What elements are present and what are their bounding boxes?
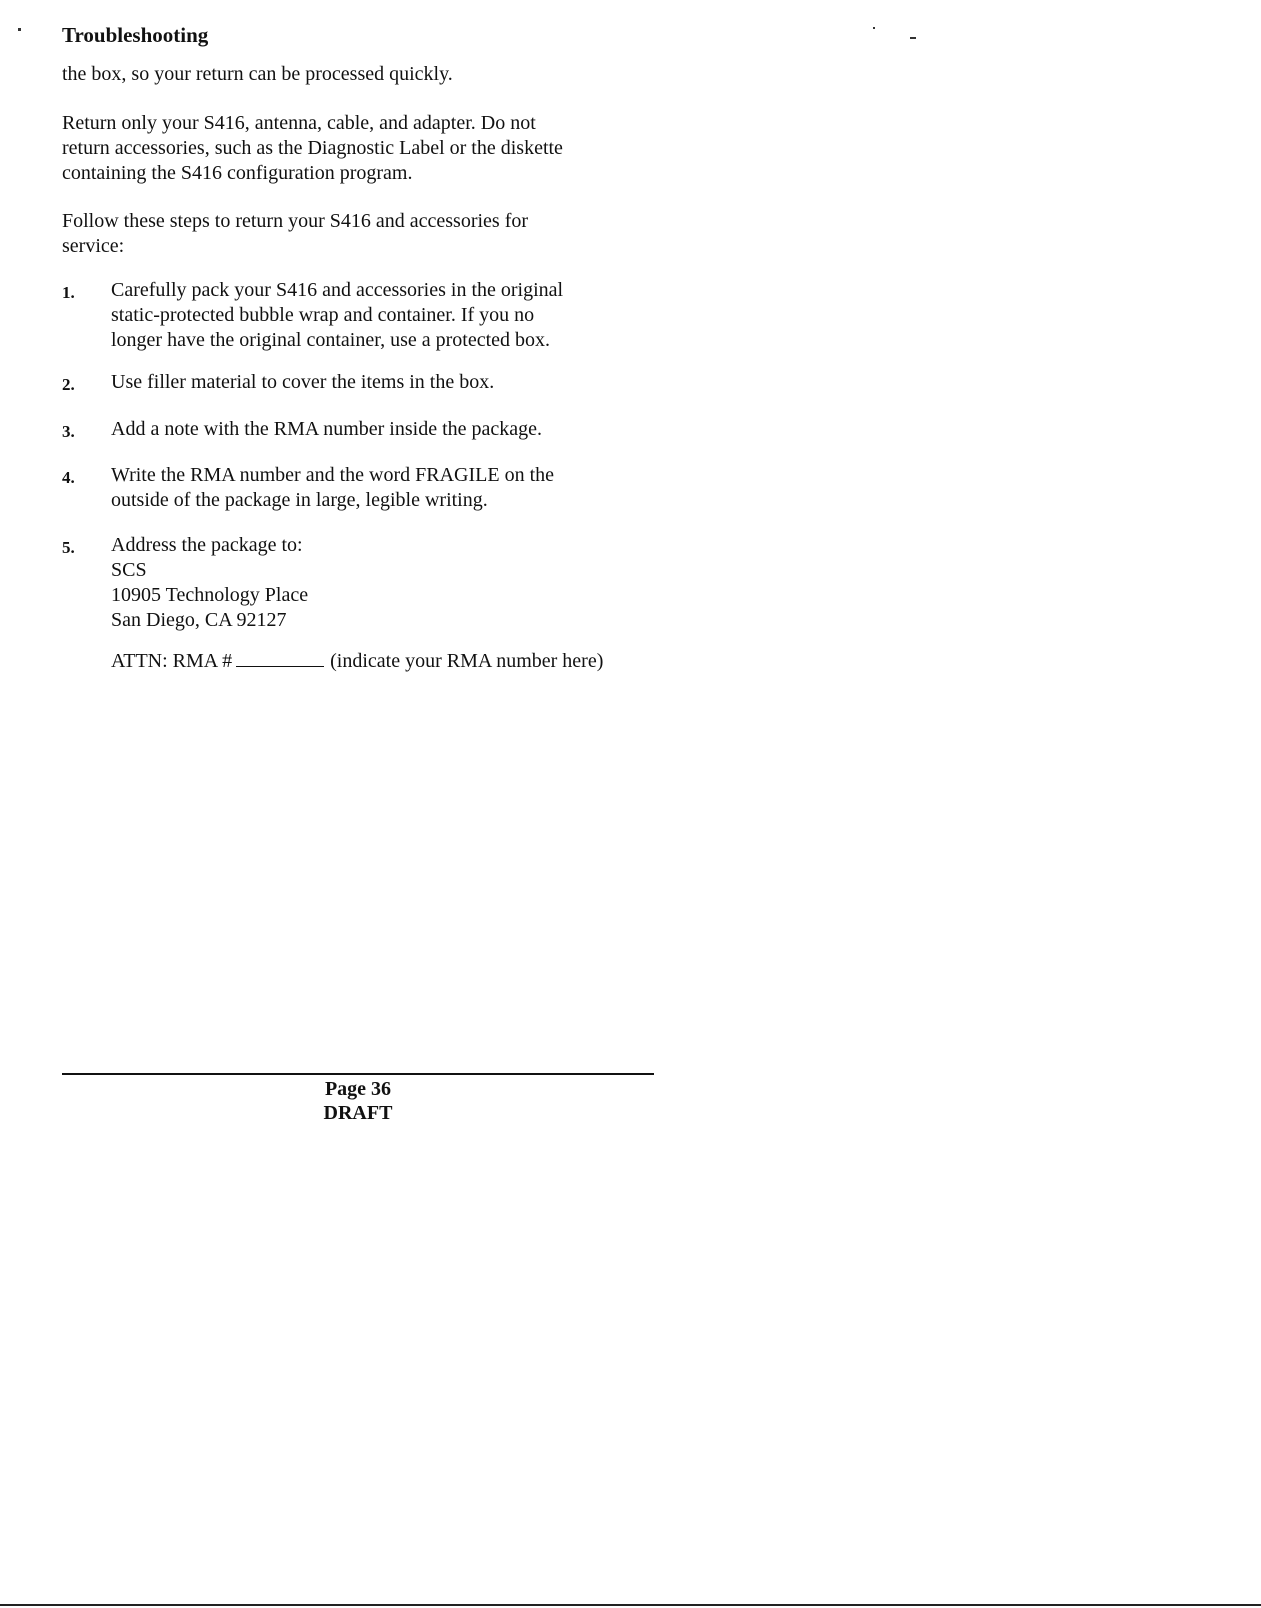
paragraph-line: Return only your S416, antenna, cable, and adapter. Do not xyxy=(62,112,536,134)
page-number: Page 36 xyxy=(324,1078,392,1100)
section-header: Troubleshooting xyxy=(62,23,209,47)
list-number: 3. xyxy=(62,422,75,441)
attn-suffix: (indicate your RMA number here) xyxy=(330,650,604,672)
list-text xyxy=(111,417,701,442)
list-line: Write the RMA number and the word FRAGILE on the xyxy=(111,464,555,486)
address-city: San Diego, CA 92127 xyxy=(111,609,287,631)
address-street: 10905 Technology Place xyxy=(111,584,309,606)
draft-label: DRAFT xyxy=(323,1102,393,1124)
list-line: Use filler material to cover the items in the box. xyxy=(111,371,495,393)
scan-speck xyxy=(910,37,916,39)
paragraph-line: containing the S416 configuration program. xyxy=(62,162,413,184)
list-number: 1. xyxy=(62,283,75,302)
list-line: static-protected bubble wrap and container. If you no xyxy=(111,304,535,326)
paragraph-line: return accessories, such as the Diagnostic Label or the diskette xyxy=(62,137,563,159)
list-text xyxy=(111,533,701,633)
list-number: 2. xyxy=(62,375,75,394)
scan-edge-line xyxy=(0,1604,1261,1606)
attn-line xyxy=(111,649,603,674)
address-company: SCS xyxy=(111,559,147,581)
paragraph-follow-steps xyxy=(62,209,662,259)
list-line: longer have the original container, use a protected box. xyxy=(111,329,551,351)
list-text xyxy=(111,278,701,353)
list-line: outside of the package in large, legible writing. xyxy=(111,489,488,511)
paragraph-return-items xyxy=(62,111,662,186)
list-line: Address the package to: xyxy=(111,534,303,556)
paragraph-line: the box, so your return can be processed quickly. xyxy=(62,63,453,85)
footer-divider xyxy=(62,1073,654,1075)
paragraph-line: Follow these steps to return your S416 and accessories for xyxy=(62,210,529,232)
list-number: 4. xyxy=(62,468,75,487)
list-line: Add a note with the RMA number inside the package. xyxy=(111,418,543,440)
list-text xyxy=(111,370,701,395)
list-text xyxy=(111,463,701,513)
scan-speck xyxy=(873,27,875,29)
rma-blank xyxy=(236,652,324,667)
scan-speck xyxy=(18,28,21,31)
page-footer xyxy=(62,1077,654,1125)
attn-prefix: ATTN: RMA # xyxy=(111,650,233,672)
paragraph-intro xyxy=(62,62,662,87)
list-line: Carefully pack your S416 and accessories in the original xyxy=(111,279,564,301)
list-number: 5. xyxy=(62,538,75,557)
paragraph-line: service: xyxy=(62,235,125,257)
